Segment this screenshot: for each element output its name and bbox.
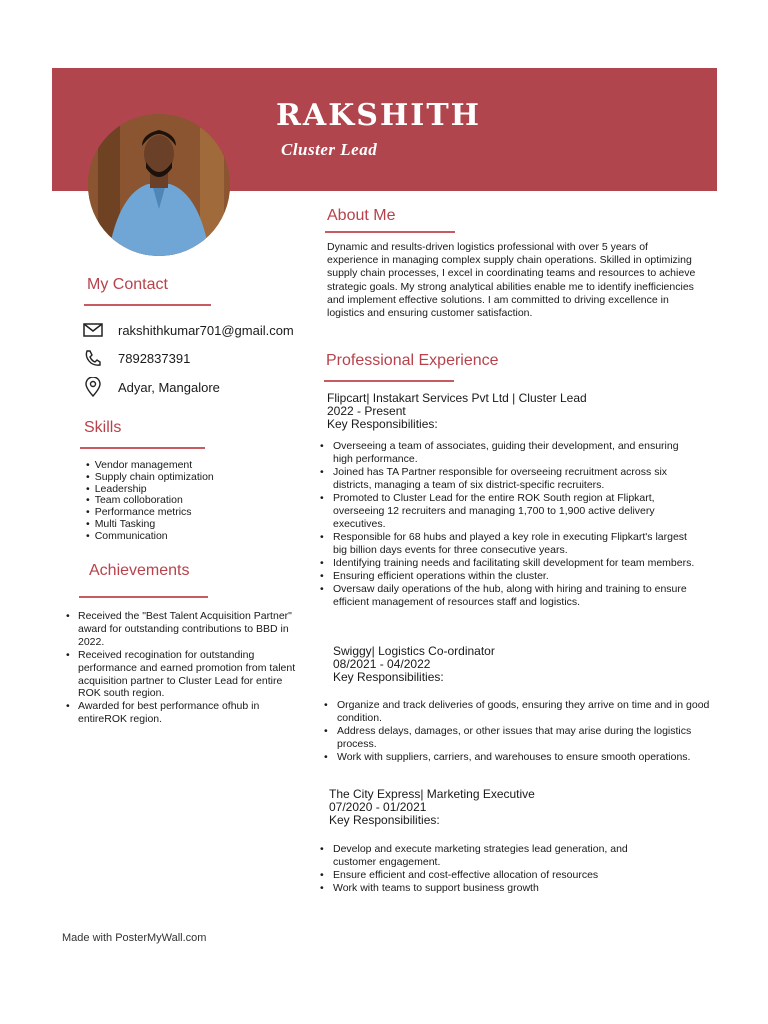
skills-heading: Skills bbox=[84, 419, 122, 436]
job-bullets-swiggy bbox=[324, 699, 710, 764]
footer-credit: Made with PosterMyWall.com bbox=[62, 932, 207, 944]
skills-divider bbox=[80, 447, 205, 449]
contact-phone[interactable]: 7892837391 bbox=[118, 350, 191, 366]
contact-email[interactable]: rakshithkumar701@gmail.com bbox=[118, 322, 294, 338]
job-resp-label: Key Responsibilities: bbox=[329, 813, 440, 827]
experience-heading: Professional Experience bbox=[326, 352, 499, 369]
achievements-list bbox=[66, 610, 296, 726]
about-divider bbox=[325, 231, 455, 233]
achievements-heading: Achievements bbox=[89, 562, 190, 579]
achievement-item: • Awarded for best performance ofhub in entireROK region. bbox=[66, 700, 296, 726]
job-dates: 07/2020 - 01/2021 bbox=[329, 800, 427, 814]
location-pin-icon bbox=[82, 377, 104, 397]
job-bullet: • Joined has TA Partner responsible for overseeing recruitment across six districts, managing a team of six district-specific recruiters. bbox=[320, 466, 696, 492]
job-bullet: • Promoted to Cluster Lead for the entire ROK South region at Flipkart, overseeing 12 recruiters and managing 1,700 to 1,900 active delivery executives. bbox=[320, 492, 696, 531]
job-bullets-flipkart bbox=[320, 440, 696, 609]
job-bullet: • Oversaw daily operations of the hub, along with hiring and training to ensure efficient management of resources staff and logistics. bbox=[320, 583, 696, 609]
job-bullet: • Ensure efficient and cost-effective allocation of resources bbox=[320, 869, 670, 882]
job-bullet: • Develop and execute marketing strategies lead generation, and customer engagement. bbox=[320, 843, 670, 869]
contact-address-row bbox=[82, 377, 220, 397]
job-dates: 08/2021 - 04/2022 bbox=[333, 657, 431, 671]
phone-icon bbox=[82, 348, 104, 368]
skill-item: • Vendor management bbox=[86, 460, 214, 472]
job-bullet: • Responsible for 68 hubs and played a key role in executing Flipkart's largest big billion days events for three consecutive years. bbox=[320, 531, 696, 557]
contact-email-row bbox=[82, 320, 294, 340]
skill-item: • Communication bbox=[86, 531, 214, 543]
job-entry-swiggy bbox=[333, 645, 495, 684]
contact-divider bbox=[84, 304, 211, 306]
email-icon bbox=[82, 320, 104, 340]
job-entry-cityexpress bbox=[329, 788, 535, 827]
job-bullet: • Ensuring efficient operations within the cluster. bbox=[320, 570, 696, 583]
skills-list bbox=[86, 460, 214, 543]
job-title: The City Express| Marketing Executive bbox=[329, 787, 535, 801]
job-bullet: • Overseeing a team of associates, guiding their development, and ensuring high performance. bbox=[320, 440, 696, 466]
skill-item: • Supply chain optimization bbox=[86, 472, 214, 484]
job-bullet: • Work with teams to support business growth bbox=[320, 882, 670, 895]
contact-address: Adyar, Mangalore bbox=[118, 379, 220, 395]
job-bullet: • Address delays, damages, or other issues that may arise during the logistics process. bbox=[324, 725, 710, 751]
contact-phone-row bbox=[82, 348, 190, 368]
job-bullets-cityexpress bbox=[320, 843, 670, 895]
about-text: Dynamic and results-driven logistics professional with over 5 years of experience in managing complex supply chain operations. Skilled in optimizing supply chain processes, I excel in coordinating teams and resources to achieve strategic goals. My strong analytical abilities enable me to identify inefficiencies and implement effective solutions. I am committed to driving excellence in logistics and ensuring customer satisfaction. bbox=[327, 241, 696, 320]
job-bullet: • Identifying training needs and facilitating skill development for team members. bbox=[320, 557, 696, 570]
job-dates: 2022 - Present bbox=[327, 404, 406, 418]
achievement-item: • Received recogination for outstanding performance and earned promotion from talent acquisition partner to Cluster Lead for entire ROK south region. bbox=[66, 649, 296, 701]
achievement-item: • Received the "Best Talent Acquisition Partner" award for outstanding contributions to BBD in 2022. bbox=[66, 610, 296, 649]
achievements-divider bbox=[79, 596, 208, 598]
job-resp-label: Key Responsibilities: bbox=[327, 417, 438, 431]
job-bullet: • Work with suppliers, carriers, and warehouses to ensure smooth operations. bbox=[324, 751, 710, 764]
job-title: Flipcart| Instakart Services Pvt Ltd | Cluster Lead bbox=[327, 391, 587, 405]
resume-title: Cluster Lead bbox=[281, 140, 378, 159]
skill-item: • Performance metrics bbox=[86, 507, 214, 519]
profile-photo bbox=[88, 114, 230, 256]
job-title: Swiggy| Logistics Co-ordinator bbox=[333, 644, 495, 658]
about-heading: About Me bbox=[327, 207, 396, 224]
skill-item: • Multi Tasking bbox=[86, 519, 214, 531]
experience-divider bbox=[324, 380, 454, 382]
resume-name: RAKSHITH bbox=[276, 98, 481, 133]
job-entry-flipkart bbox=[327, 392, 587, 431]
contact-heading: My Contact bbox=[87, 276, 168, 293]
skill-item: • Leadership bbox=[86, 484, 214, 496]
skill-item: • Team colloboration bbox=[86, 495, 214, 507]
job-bullet: • Organize and track deliveries of goods, ensuring they arrive on time and in good condition. bbox=[324, 699, 710, 725]
job-resp-label: Key Responsibilities: bbox=[333, 670, 444, 684]
